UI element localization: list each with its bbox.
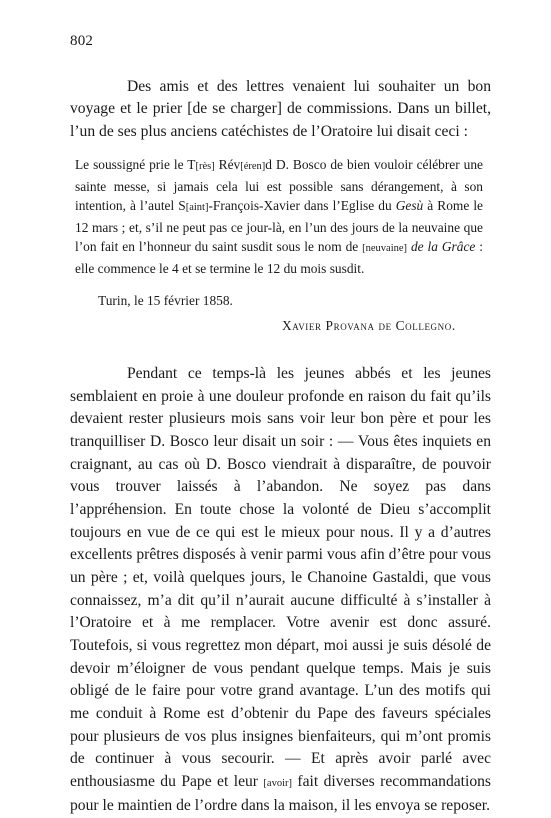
editorial-insertion: [aint] [185,202,209,214]
page-number: 802 [70,33,94,49]
quoted-letter [75,155,483,279]
quote-text: à Rome le 12 mars ; et, s’il ne peut pas ce jour-là, en l’un des jours de la neuvaine que l’on fait en l’honneur du saint susdit sous le nom de [75,198,483,255]
novena-title: de la Grâce [410,239,476,255]
letter-date: Turin, le 15 février 1858. [98,293,233,308]
quote-text: Le soussigné prie le T [75,157,196,172]
paragraph-main [70,363,491,818]
editorial-insertion: [rès] [195,161,215,172]
paragraph-text: fait diverses recommandations pour le maintien de l’ordre dans la maison, il les envoya se reposer. [70,772,491,815]
editorial-insertion: [éren] [240,161,266,172]
paragraph-text: Pendant ce temps-là les jeunes abbés et les jeunes semblaient en proie à une douleur profonde en raison du fait qu’ils devaient rester plusieurs mois sans voir leur bon père et pour les tranquilliser D. Bosco leur disait un soir : — Vous êtes inquiets en craignant, au cas où D. Bosco viendrait à disparaître, de pouvoir vous trouver laissés à l’abandon. Ne soyez pas dans l’appréhension. En toute chose la volonté de Dieu s’accomplit toujours en vue de ce qui est le mieux pour nous. Il y a d’autres excellents prêtres disposés à venir parmi vous afin d’être pour vous un père ; et, voilà quelques jours, le Chanoine Gastaldi, que vous connaissez, m’a dit qu’il n’aurait aucune difficulté à s’installer à l’Oratoire et à me remplacer. Votre avenir est donc assuré. Toutefois, si vous regrettez mon départ, moi aussi je suis désolé de devoir m’éloigner de vous pendant quelque temps. Mais je suis obligé de le faire pour votre grand avantage. L’un des motifs qui me conduit à Rome est d’obtenir du Pape des faveurs spéciales pour plusieurs de vos plus insignes bienfaiteurs, qui m’ont promis de continuer à vous secourir. — Et après avoir parlé avec enthousiasme du Pape et leur [70,365,491,790]
quote-text: : elle commence le 4 et se termine le 12 du mois susdit. [75,239,484,276]
church-name: Gesù [395,198,424,214]
quote-text: -François-Xavier dans l’Eglise du [208,198,396,214]
editorial-insertion: [neuvaine] [362,243,408,255]
paragraph-intro: Des amis et des lettres venaient lui souhaiter un bon voyage et le prier [de se charger] de commissions. Dans un billet, l’un de ses plus anciens catéchistes de l’Oratoire lui disait ceci : [70,78,491,140]
quote-text: Rév [214,157,241,172]
editorial-insertion: [avoir] [263,777,292,789]
quote-text: d D. Bosco de bien vouloir célébrer une sainte messe, si jamais cela lui est possible sans dérangement, à son intention, à l’autel S [75,157,483,214]
letter-signature: Xavier Provana de Collegno. [282,318,456,333]
